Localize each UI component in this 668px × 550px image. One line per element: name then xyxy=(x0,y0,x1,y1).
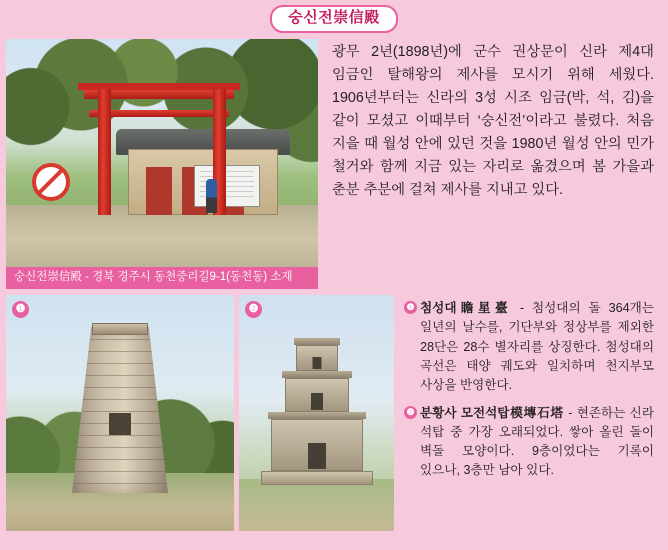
note-text-2: - 현존하는 신라 석탑 중 가장 오래되었다. 쌓아 올린 돌이 벽돌 모양이다. 9층이었다는 기록이 있으나, 3층만 남아 있다. xyxy=(420,406,654,478)
pagoda-roof-3 xyxy=(294,338,340,345)
shrine-photo-block xyxy=(6,39,318,290)
note-bunhwangsa xyxy=(404,404,654,481)
visitor-figure xyxy=(206,179,217,213)
bottom-notes xyxy=(394,295,662,489)
bottom-section xyxy=(0,289,668,531)
photo-badge-1: ❶ xyxy=(12,301,29,318)
bunhwangsa-pagoda xyxy=(261,335,373,495)
note-badge-1: ❶ xyxy=(404,301,417,314)
note-heading-2: 분황사 모전석탑模塼石塔 xyxy=(420,406,564,420)
shrine-door xyxy=(146,167,172,215)
note-cheomseongdae xyxy=(404,299,654,395)
pagoda-roof-1 xyxy=(268,412,366,419)
note-text-1: - 첨성대의 돌 364개는 일년의 날수를, 기단부와 정상부를 제외한 28단은 28수 별자리를 상징한다. 첨성대의 곡선은 태양 궤도와 일치하며 천지부모 사상을 반영한다. xyxy=(420,301,654,392)
info-signboard xyxy=(194,165,260,207)
cheomseongdae-photo xyxy=(6,295,234,531)
tower-window xyxy=(109,413,131,435)
photo-caption: 숭신전崇信殿 - 경북 경주시 동천중리길9-1(동천동) 소재 xyxy=(6,267,318,290)
pagoda-roof-2 xyxy=(282,371,352,378)
photo-badge-2: ❷ xyxy=(245,301,262,318)
pagoda-base xyxy=(261,471,373,485)
top-section xyxy=(0,33,668,290)
no-entry-icon xyxy=(32,163,70,201)
note-heading-1: 첨성대瞻星臺 xyxy=(420,301,512,316)
gate-pillar xyxy=(98,89,111,215)
sungsinjeon-shrine-photo xyxy=(6,39,318,267)
bottom-photo-column xyxy=(6,295,394,531)
page-title-bar xyxy=(0,0,668,33)
pagoda-door-3 xyxy=(312,357,321,369)
pagoda-door-1 xyxy=(308,443,326,469)
page-title: 숭신전崇信殿 xyxy=(270,5,397,33)
tower-capstone xyxy=(92,323,148,335)
bunhwangsa-pagoda-photo xyxy=(239,295,394,531)
pagoda-door-2 xyxy=(311,393,323,410)
shrine-description: 광무 2년(1898년)에 군수 권상문이 신라 제4대 임금인 탈해왕의 제사를 모시기 위해 세웠다. 1906년부터는 신라의 3성 시조 임금(박, 석, 김)을 같이 모셨고 이때부터 ‘숭신전’이라고 불렸다. 처음 지을 때 월성 안에 있던 것을 1980년 월성 안의 민가 철거와 함께 지금 있는 자리로 옮겼으며 봄 가을과 춘분 추분에 걸쳐 제사를 지내고 있다. xyxy=(332,43,654,199)
note-badge-2: ❷ xyxy=(404,406,417,419)
